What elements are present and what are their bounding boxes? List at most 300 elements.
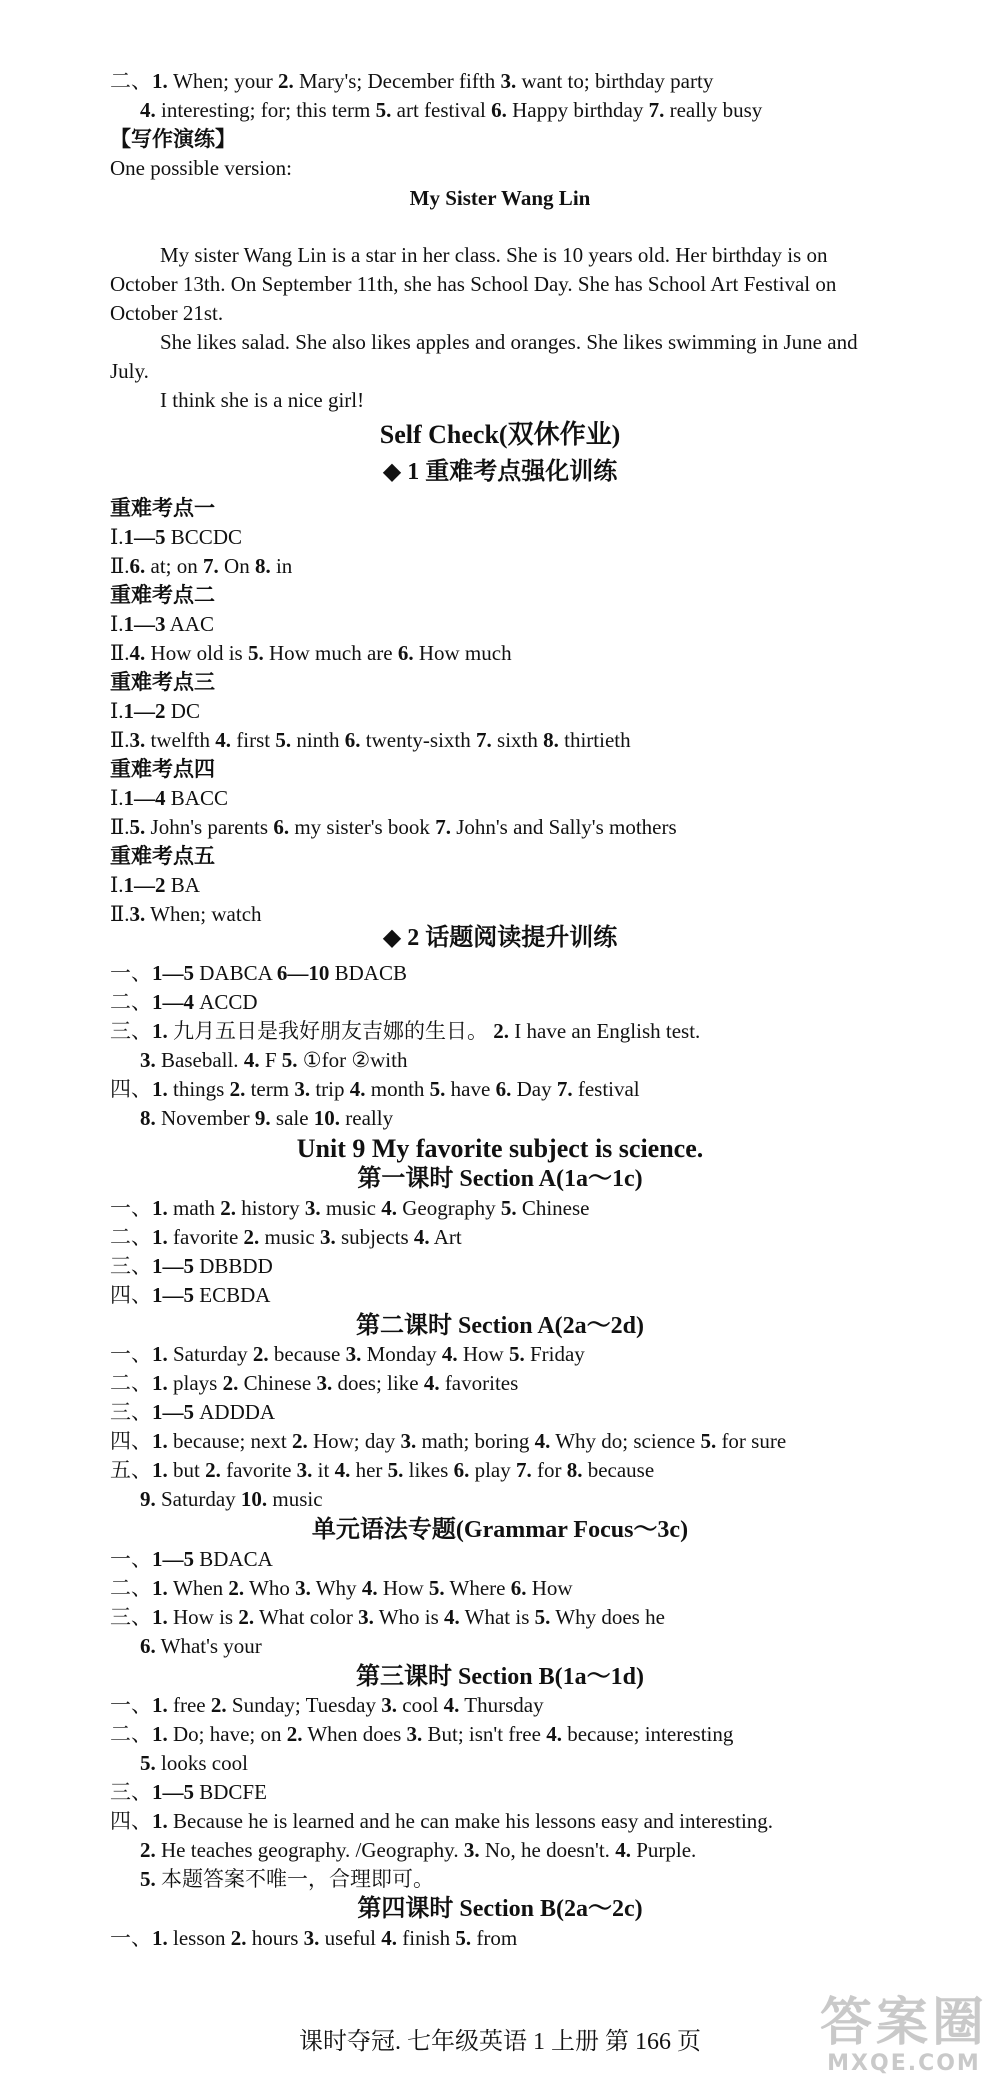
answer-line: [110, 1223, 462, 1252]
answer-text: interesting; for; this term: [155, 98, 376, 122]
answer-text: Ⅰ.: [110, 873, 124, 897]
answer-number: 1—5: [152, 1780, 194, 1804]
answer-text: Ⅰ.: [110, 699, 124, 723]
answer-text: 一、: [110, 961, 152, 985]
answer-number: 6.: [453, 1458, 470, 1482]
answer-text: favorite: [220, 1458, 297, 1482]
answer-text: Where: [444, 1576, 511, 1600]
answer-text: math; boring: [416, 1429, 535, 1453]
answer-number: 3.: [303, 1926, 320, 1950]
answer-text: I have an English test.: [509, 1019, 701, 1043]
answer-text: 一、: [110, 1547, 152, 1571]
answer-number: 重难考点三: [110, 670, 215, 694]
answer-line: [110, 1691, 544, 1720]
answer-number: 2.: [205, 1458, 221, 1482]
answer-number: 1—3: [123, 612, 166, 636]
answer-number: 6.: [273, 815, 290, 839]
answer-line: [110, 494, 215, 523]
answer-text: cool: [397, 1693, 444, 1717]
answer-line: [110, 726, 631, 755]
answer-number: 2.: [277, 69, 294, 93]
answer-line: [110, 1778, 267, 1807]
answer-text: 一、: [110, 1693, 152, 1717]
answer-text: in: [270, 554, 293, 578]
answer-text: ECBDA: [194, 1283, 271, 1307]
answer-number: 5.: [700, 1429, 717, 1453]
answer-number: 1.: [152, 1576, 168, 1600]
answer-number: 1.: [152, 1371, 168, 1395]
answer-number: 8.: [140, 1106, 156, 1130]
answer-number: 3.: [304, 1196, 321, 1220]
answer-text: lesson: [167, 1926, 231, 1950]
answer-text: Monday: [361, 1342, 442, 1366]
answer-text: 二、: [110, 1576, 152, 1600]
answer-text: How: [457, 1342, 509, 1366]
answer-text: How: [526, 1576, 573, 1600]
answer-text: 一、: [110, 1926, 152, 1950]
answer-text: Ⅰ.: [110, 612, 124, 636]
answer-number: 2.: [493, 1019, 509, 1043]
answer-number: 6.: [344, 728, 361, 752]
answer-number: 3.: [345, 1342, 362, 1366]
answer-line: [110, 610, 214, 639]
answer-number: 2.: [230, 1926, 247, 1950]
answer-number: 4.: [546, 1722, 562, 1746]
answer-number: 5.: [428, 1576, 445, 1600]
answer-text: music: [259, 1225, 320, 1249]
answer-line: [110, 813, 677, 842]
answer-number: 7.: [556, 1077, 573, 1101]
answer-text: On: [218, 554, 255, 578]
answer-text: it: [312, 1458, 335, 1482]
answer-number: 3.: [500, 69, 517, 93]
answer-text: 二、: [110, 1225, 152, 1249]
answer-number: 2.: [291, 1429, 308, 1453]
section-heading: 第三课时 Section B(1a～1d): [356, 1664, 644, 1690]
section-heading: ◆ 2 话题阅读提升训练: [382, 925, 618, 951]
answer-text: 一、: [110, 1342, 152, 1366]
answer-text: have: [445, 1077, 496, 1101]
answer-text: likes: [403, 1458, 454, 1482]
answer-number: 3.: [140, 1048, 156, 1072]
answer-text: plays: [167, 1371, 223, 1395]
answer-number: 5.: [247, 641, 264, 665]
answer-text: favorites: [439, 1371, 519, 1395]
answer-text: October 13th. On September 11th, she has School Day. She has School Art Festival on: [110, 272, 837, 296]
answer-text: really busy: [664, 98, 763, 122]
answer-number: 2.: [286, 1722, 303, 1746]
answer-number: 1.: [152, 1342, 168, 1366]
answer-line: [110, 154, 292, 183]
answer-number: 5.: [375, 98, 392, 122]
answer-number: 2.: [220, 1196, 236, 1220]
answer-line: [140, 1485, 323, 1514]
answer-number: 5.: [281, 1048, 298, 1072]
answer-text: How: [377, 1576, 429, 1600]
answer-text: ①for ②with: [297, 1048, 408, 1072]
answer-number: 1—4: [152, 990, 194, 1014]
answer-number: 5.: [500, 1196, 517, 1220]
answer-number: 1—5: [152, 1254, 194, 1278]
answer-number: 4.: [615, 1838, 631, 1862]
answer-text: She likes salad. She also likes apples and oranges. She likes swimming in June and: [160, 330, 858, 354]
answer-line: [110, 784, 228, 813]
answer-text: DC: [165, 699, 200, 723]
answer-text: Friday: [524, 1342, 585, 1366]
answer-number: 9.: [140, 1487, 156, 1511]
answer-text: 一、: [110, 1196, 152, 1220]
answer-text: Mary's; December fifth: [293, 69, 501, 93]
answer-text: Sunday; Tuesday: [226, 1693, 382, 1717]
answer-text: Who is: [373, 1605, 445, 1629]
answer-text: Art: [429, 1225, 462, 1249]
answer-text: history: [236, 1196, 305, 1220]
answer-text: F: [259, 1048, 282, 1072]
answer-line: [160, 241, 827, 270]
answer-line: [110, 697, 200, 726]
answer-text: How; day: [307, 1429, 401, 1453]
answer-line: [160, 328, 858, 357]
answer-text: Purple.: [630, 1838, 697, 1862]
answer-number: 1.: [152, 1693, 168, 1717]
answer-text: DBBDD: [194, 1254, 273, 1278]
answer-number: 1—2: [123, 873, 166, 897]
answer-text: Baseball.: [155, 1048, 244, 1072]
answer-text: 二、: [110, 1722, 152, 1746]
answer-text: How much are: [263, 641, 398, 665]
answer-text: her: [350, 1458, 388, 1482]
answer-line: [110, 1720, 733, 1749]
answer-text: Why: [310, 1576, 362, 1600]
answer-text: Do; have; on: [167, 1722, 287, 1746]
answer-number: 1—5: [152, 1547, 194, 1571]
answer-line: [110, 270, 836, 299]
answer-number: 3.: [319, 1225, 336, 1249]
answer-number: 2.: [228, 1576, 245, 1600]
answer-line: [110, 1398, 275, 1427]
answer-number: 1.: [152, 1429, 168, 1453]
answer-line: [110, 1369, 518, 1398]
answer-line: [110, 755, 215, 784]
answer-number: 3.: [316, 1371, 333, 1395]
answer-line: [110, 299, 223, 328]
answer-number: 2.: [243, 1225, 260, 1249]
answer-line: [110, 668, 215, 697]
answer-number: 9.: [254, 1106, 271, 1130]
answer-number: 5.: [508, 1342, 525, 1366]
answer-text: 三、: [110, 1019, 152, 1043]
answer-number: 6.: [491, 98, 507, 122]
answer-text: first: [231, 728, 276, 752]
answer-number: 4.: [129, 641, 146, 665]
answer-number: 4.: [443, 1693, 460, 1717]
answer-number: 1.: [152, 1019, 168, 1043]
answer-number: 1—4: [123, 786, 166, 810]
answer-number: 6.: [140, 1634, 156, 1658]
answer-number: 7.: [435, 815, 451, 839]
answer-text: sale: [270, 1106, 314, 1130]
answer-line: [110, 67, 713, 96]
answer-text: DABCA: [194, 961, 277, 985]
answer-text: does; like: [332, 1371, 424, 1395]
answer-number: 3.: [400, 1429, 417, 1453]
section-heading: Self Check(双休作业): [379, 420, 621, 449]
answer-text: Why does he: [550, 1605, 665, 1629]
answer-number: 【写作演练】: [110, 127, 236, 151]
answer-text: at; on: [145, 554, 204, 578]
answer-line: [110, 1807, 773, 1836]
answer-text: things: [167, 1077, 230, 1101]
answer-text: but: [167, 1458, 206, 1482]
answer-number: 4.: [381, 1926, 397, 1950]
answer-text: really: [340, 1106, 394, 1130]
answer-text: play: [469, 1458, 516, 1482]
answer-number: 7.: [515, 1458, 532, 1482]
answer-number: 1—5: [152, 1283, 194, 1307]
answer-number: 4.: [215, 728, 232, 752]
answer-number: 3.: [358, 1605, 374, 1629]
answer-line: [110, 1252, 273, 1281]
answer-text: Because he is learned and he can make his lessons easy and interesting.: [167, 1809, 774, 1833]
answer-line: [110, 1194, 589, 1223]
answer-number: 7.: [203, 554, 219, 578]
answer-text: Geography: [397, 1196, 501, 1220]
answer-number: 1—5: [123, 525, 166, 549]
answer-text: ACCD: [194, 990, 258, 1014]
answer-number: 1.: [152, 1196, 168, 1220]
section-heading: 单元语法专题(Grammar Focus～3c): [311, 1517, 689, 1543]
answer-text: 三、: [110, 1400, 152, 1424]
answer-number: 3.: [463, 1838, 480, 1862]
answer-text: Ⅱ.: [110, 641, 130, 665]
answer-text: favorite: [167, 1225, 244, 1249]
answer-text: Ⅱ.: [110, 554, 130, 578]
answer-text: because: [268, 1342, 346, 1366]
answer-text: BDACB: [329, 961, 407, 985]
answer-number: 3.: [296, 1458, 313, 1482]
answer-line: [140, 1104, 393, 1133]
answer-text: twelfth: [145, 728, 216, 752]
answer-line: [110, 1603, 665, 1632]
answer-number: 4.: [334, 1458, 351, 1482]
answer-line: [140, 1632, 262, 1661]
answer-text: for: [531, 1458, 567, 1482]
answer-number: 10.: [240, 1487, 268, 1511]
section-heading: 第四课时 Section B(2a～2c): [357, 1896, 643, 1922]
answer-text: July.: [110, 359, 149, 383]
answer-text: When; your: [167, 69, 278, 93]
answer-number: 重难考点五: [110, 844, 215, 868]
answer-text: When: [167, 1576, 229, 1600]
answer-number: 6.: [129, 554, 146, 578]
answer-text: math: [167, 1196, 221, 1220]
answer-number: 2.: [229, 1077, 246, 1101]
answer-text: No, he doesn't.: [479, 1838, 616, 1862]
answer-text: 本题答案不唯一，合理即可。: [155, 1867, 434, 1891]
answer-text: Ⅱ.: [110, 815, 130, 839]
answer-line: [140, 1836, 696, 1865]
answer-text: twenty-sixth: [360, 728, 477, 752]
answer-text: 三、: [110, 1780, 152, 1804]
answer-line: [140, 1865, 434, 1894]
answer-text: month: [365, 1077, 430, 1101]
answer-text: BCCDC: [165, 525, 242, 549]
answer-number: 4.: [349, 1077, 366, 1101]
answer-number: 重难考点一: [110, 496, 215, 520]
answer-text: from: [471, 1926, 518, 1950]
answer-line: [110, 581, 215, 610]
answer-text: 四、: [110, 1429, 152, 1453]
answer-line: [110, 552, 292, 581]
answer-number: 2.: [252, 1342, 269, 1366]
watermark-url: MXQE.COM: [827, 2051, 981, 2076]
answer-number: 8.: [543, 728, 559, 752]
answer-number: 4.: [441, 1342, 458, 1366]
answer-text: looks cool: [155, 1751, 248, 1775]
answer-number: 2.: [222, 1371, 239, 1395]
answer-number: 6.: [510, 1576, 527, 1600]
answer-line: [110, 1924, 517, 1953]
answer-number: 1.: [152, 1458, 168, 1482]
answer-line: [110, 1427, 786, 1456]
answer-number: 5.: [275, 728, 292, 752]
answer-number: 1—2: [123, 699, 166, 723]
answer-text: How is: [167, 1605, 239, 1629]
answer-text: What's your: [155, 1634, 262, 1658]
answer-line: [110, 1545, 273, 1574]
answer-text: free: [167, 1693, 211, 1717]
answer-text: John's parents: [145, 815, 274, 839]
answer-number: 4.: [361, 1576, 378, 1600]
answer-line: [110, 871, 200, 900]
answer-text: BACC: [165, 786, 228, 810]
answer-text: 九月五日是我好朋友吉娜的生日。: [167, 1019, 494, 1043]
answer-line: [160, 386, 364, 415]
answer-text: Saturday: [155, 1487, 241, 1511]
answer-text: 二、: [110, 990, 152, 1014]
section-heading: 第二课时 Section A(2a～2d): [356, 1313, 644, 1339]
answer-line: [110, 1574, 573, 1603]
answer-text: 四、: [110, 1077, 152, 1101]
answer-number: 重难考点二: [110, 583, 215, 607]
answer-number: 1.: [152, 1722, 168, 1746]
answer-text: Thursday: [459, 1693, 544, 1717]
answer-text: Day: [511, 1077, 557, 1101]
answer-text: John's and Sally's mothers: [450, 815, 677, 839]
answer-number: 6.: [495, 1077, 512, 1101]
answer-number: 1.: [152, 69, 168, 93]
answer-number: 7.: [648, 98, 665, 122]
answer-number: 7.: [476, 728, 492, 752]
section-heading: My Sister Wang Lin: [409, 186, 591, 210]
answer-number: 4.: [423, 1371, 440, 1395]
answer-text: What color: [254, 1605, 359, 1629]
answer-text: I think she is a nice girl!: [160, 388, 365, 412]
page-footer: 课时夺冠. 七年级英语 1 上册 第 166 页: [299, 2029, 701, 2055]
answer-number: 5.: [140, 1867, 156, 1891]
section-heading: Unit 9 My favorite subject is science.: [296, 1134, 704, 1163]
answer-line: [110, 988, 258, 1017]
answer-text: want to; birthday party: [516, 69, 714, 93]
answer-number: 3.: [295, 1576, 311, 1600]
answer-number: 2.: [210, 1693, 227, 1717]
answer-text: 三、: [110, 1254, 152, 1278]
answer-text: BA: [165, 873, 200, 897]
answer-text: But; isn't free: [422, 1722, 547, 1746]
section-heading: 第一课时 Section A(1a～1c): [357, 1166, 643, 1192]
answer-text: because; interesting: [561, 1722, 734, 1746]
answer-text: Saturday: [167, 1342, 253, 1366]
answer-line: [140, 1046, 407, 1075]
answer-number: 5.: [455, 1926, 472, 1950]
answer-text: Happy birthday: [506, 98, 649, 122]
answer-text: October 21st.: [110, 301, 224, 325]
answer-number: 4.: [140, 98, 156, 122]
answer-text: useful: [319, 1926, 382, 1950]
answer-number: 1.: [152, 1077, 168, 1101]
answer-number: 4.: [444, 1605, 460, 1629]
answer-text: He teaches geography. /Geography.: [155, 1838, 464, 1862]
answer-text: trip: [310, 1077, 350, 1101]
answer-text: BDCFE: [194, 1780, 267, 1804]
answer-text: thirtieth: [558, 728, 631, 752]
answer-line: [140, 1749, 248, 1778]
answer-text: music: [267, 1487, 323, 1511]
answer-text: Ⅱ.: [110, 902, 130, 926]
answer-text: When does: [302, 1722, 407, 1746]
answer-number: 2.: [238, 1605, 255, 1629]
answer-text: ninth: [291, 728, 345, 752]
answer-text: 四、: [110, 1809, 152, 1833]
answer-number: 4.: [243, 1048, 260, 1072]
answer-text: Why do; science: [550, 1429, 701, 1453]
answer-number: 5.: [387, 1458, 404, 1482]
answer-number: 8.: [566, 1458, 583, 1482]
answer-text: What is: [459, 1605, 535, 1629]
answer-text: Chinese: [238, 1371, 317, 1395]
answer-text: BDACA: [194, 1547, 273, 1571]
answer-text: November: [155, 1106, 255, 1130]
answer-text: festival: [572, 1077, 640, 1101]
answer-line: [110, 125, 236, 154]
answer-line: [110, 1281, 270, 1310]
answer-line: [110, 639, 512, 668]
answer-number: 1.: [152, 1605, 168, 1629]
answer-number: 10.: [313, 1106, 341, 1130]
answer-text: finish: [397, 1926, 456, 1950]
answer-line: [110, 842, 215, 871]
answer-text: 四、: [110, 1283, 152, 1307]
section-heading: ◆ 1 重难考点强化训练: [382, 459, 618, 485]
answer-text: art festival: [391, 98, 492, 122]
answer-number: 2.: [140, 1838, 156, 1862]
answer-text: because; next: [167, 1429, 292, 1453]
answer-number: 5.: [129, 815, 146, 839]
answer-number: 3.: [294, 1077, 311, 1101]
answer-text: Who: [244, 1576, 296, 1600]
answer-number: 3.: [129, 902, 146, 926]
answer-line: [110, 1456, 654, 1485]
answer-text: my sister's book: [289, 815, 436, 839]
answer-line: [140, 96, 762, 125]
answer-number: 3.: [129, 728, 146, 752]
answer-number: 6—10: [276, 961, 330, 985]
answer-text: 二、: [110, 69, 152, 93]
answer-text: Ⅱ.: [110, 728, 130, 752]
answer-number: 1.: [152, 1926, 168, 1950]
answer-text: How old is: [145, 641, 248, 665]
answer-number: 3.: [406, 1722, 423, 1746]
